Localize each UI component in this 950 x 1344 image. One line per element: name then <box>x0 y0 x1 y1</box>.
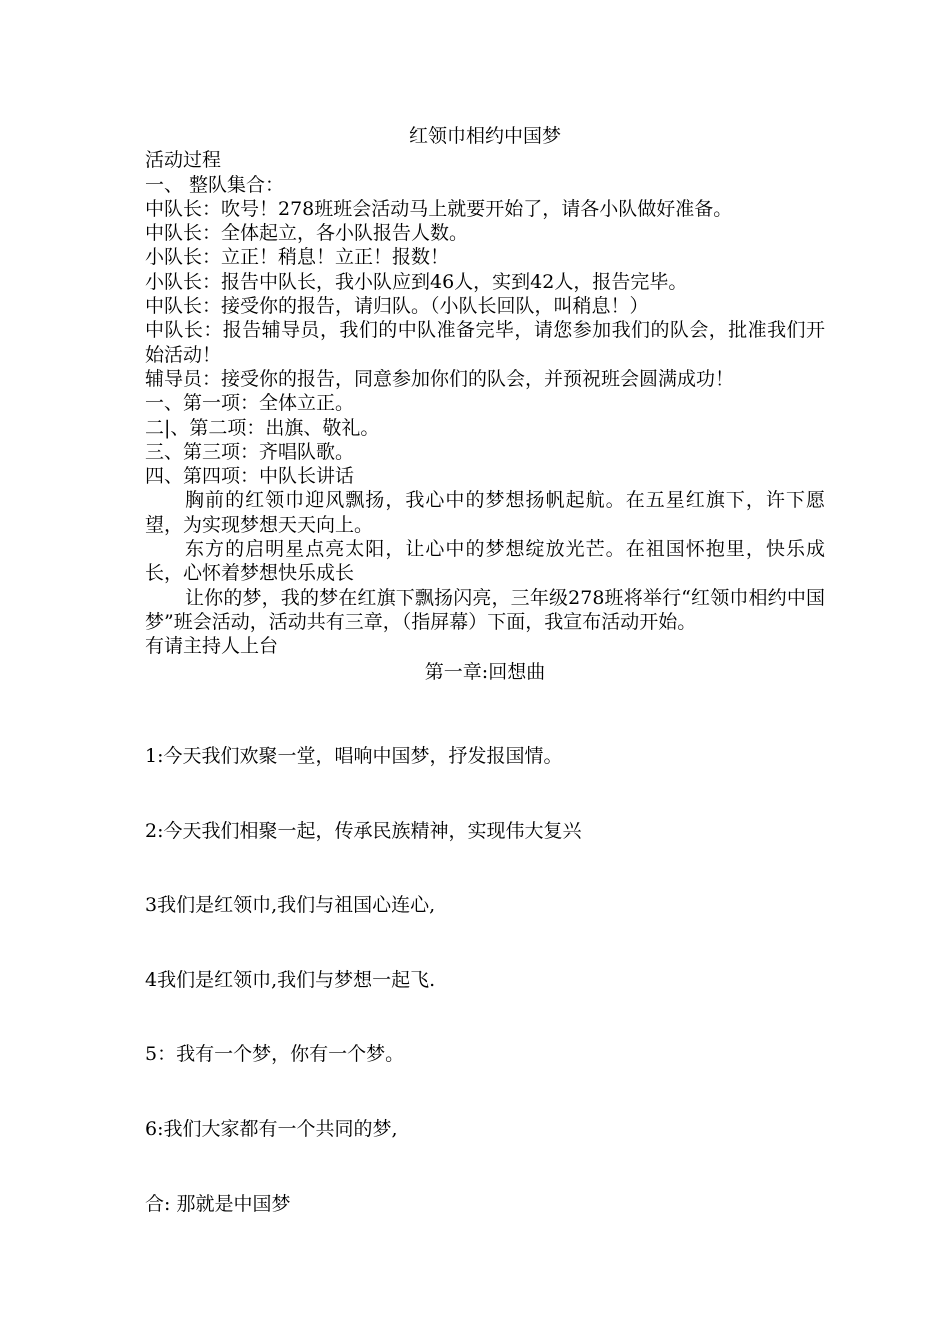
section-step: 一、 整队集合： <box>145 173 285 196</box>
speech-paragraph: 让你的梦，我的梦在红旗下飘扬闪亮，三年级278班将举行“红领巾相约中国梦”班会活动，活动共有三章，（指屏幕）下面，我宣布活动开始。 <box>145 586 825 633</box>
speech-paragraph: 胸前的红领巾迎风飘扬，我心中的梦想扬帆起航。在五星红旗下，许下愿望，为实现梦想天天向上。 <box>145 489 825 536</box>
chapter-line: 4我们是红领巾,我们与梦想一起飞. <box>145 968 436 991</box>
chapter-line: 3我们是红领巾,我们与祖国心连心, <box>145 894 436 917</box>
agenda-item: 四、第四项：中队长讲话 <box>145 465 355 488</box>
chapter-line: 2:今天我们相聚一起，传承民族精神，实现伟大复兴 <box>145 819 582 842</box>
dialogue-line: 辅导员：接受你的报告，同意参加你们的队会，并预祝班会圆满成功！ <box>145 367 735 390</box>
chapter-line: 1:今天我们欢聚一堂，唱响中国梦，抒发报国情。 <box>145 745 563 767</box>
section-heading: 活动过程 <box>145 149 222 172</box>
dialogue-line: 小队长：立正！稍息！立正！报数！ <box>145 246 450 269</box>
dialogue-line: 中队长：全体起立，各小队报告人数。 <box>145 222 469 245</box>
agenda-item: 二|、第二项：出旗、敬礼。 <box>145 416 380 439</box>
chapter-lines <box>145 744 825 1266</box>
chapter-line: 6:我们大家都有一个共同的梦, <box>145 1117 398 1140</box>
document-body <box>145 124 825 684</box>
dialogue-line: 中队长：吹号！278班班会活动马上就要开始了，请各小队做好准备。 <box>145 197 733 220</box>
chapter-line: 5：我有一个梦，你有一个梦。 <box>145 1043 405 1066</box>
invite-line: 有请主持人上台 <box>145 635 279 658</box>
speech-paragraph: 东方的启明星点亮太阳，让心中的梦想绽放光芒。在祖国怀抱里，快乐成长，心怀着梦想快乐成长 <box>145 538 825 585</box>
dialogue-line: 中队长：接受你的报告，请归队。（小队长回队，叫稍息！） <box>145 295 649 318</box>
agenda-item: 三、第三项：齐唱队歌。 <box>145 440 355 463</box>
chapter-line: 合: 那就是中国梦 <box>145 1192 291 1215</box>
chapter-title: 第一章:回想曲 <box>424 660 546 683</box>
dialogue-line: 小队长：报告中队长，我小队应到46人，实到42人，报告完毕。 <box>145 270 688 293</box>
document-title: 红领巾相约中国梦 <box>408 125 561 147</box>
dialogue-paragraph: 中队长：报告辅导员，我们的中队准备完毕，请您参加我们的队会，批准我们开始活动！ <box>145 319 825 366</box>
agenda-item: 一、第一项：全体立正。 <box>145 392 355 415</box>
